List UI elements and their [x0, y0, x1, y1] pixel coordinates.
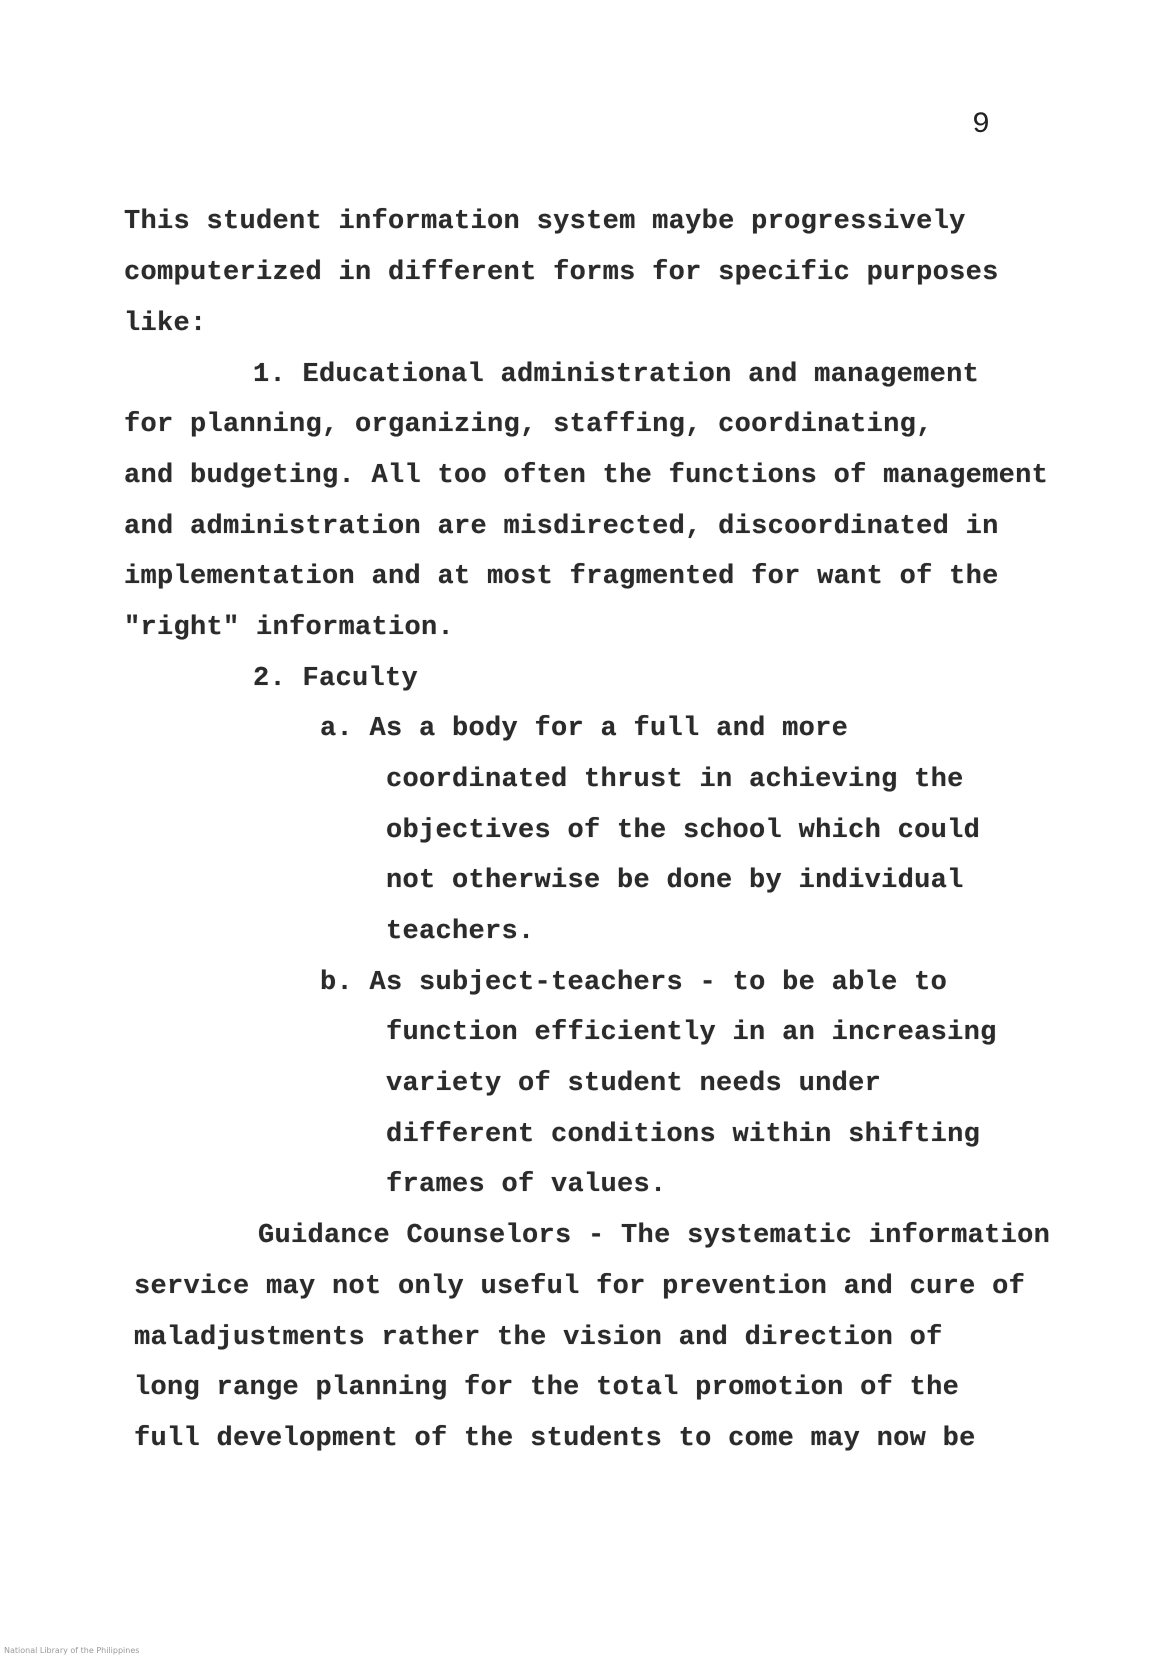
text-line: maladjustments rather the vision and direction of [134, 1323, 943, 1353]
text-line: "right" information. [124, 613, 455, 643]
sub-item-a: a. As a body for a full and more [320, 714, 849, 744]
text-line: frames of values. [386, 1170, 667, 1200]
text-line: coordinated thrust in achieving the [386, 765, 964, 795]
text-line: not otherwise be done by individual [386, 866, 964, 896]
text-line: function efficiently in an increasing [386, 1018, 997, 1048]
page-number: 9 [972, 108, 991, 142]
text-line: for planning, organizing, staffing, coordinating, [124, 410, 933, 440]
text-line: service may not only useful for prevention and cure of [134, 1272, 1026, 1302]
text-line: implementation and at most fragmented for want of the [124, 562, 999, 592]
text-line: teachers. [386, 917, 535, 947]
paragraph-guidance: Guidance Counselors - The systematic information [258, 1221, 1051, 1251]
sub-item-b: b. As subject-teachers - to be able to [320, 968, 948, 998]
list-item-2: 2. Faculty [253, 664, 419, 694]
text-line: computerized in different forms for specific purposes [124, 258, 999, 288]
text-line: long range planning for the total promotion of the [134, 1373, 960, 1403]
text-line: and administration are misdirected, discoordinated in [124, 512, 999, 542]
list-item-1: 1. Educational administration and management [253, 360, 980, 390]
text-line: and budgeting. All too often the functions of management [124, 461, 1049, 491]
text-line: like: [124, 309, 207, 339]
text-line: variety of student needs under [386, 1069, 882, 1099]
text-line: objectives of the school which could [386, 816, 981, 846]
text-line: full development of the students to come may now be [134, 1424, 976, 1454]
footer-source: National Library of the Philippines [4, 1646, 140, 1655]
text-line: This student information system maybe progressively [124, 207, 966, 237]
text-line: different conditions within shifting [386, 1120, 981, 1150]
